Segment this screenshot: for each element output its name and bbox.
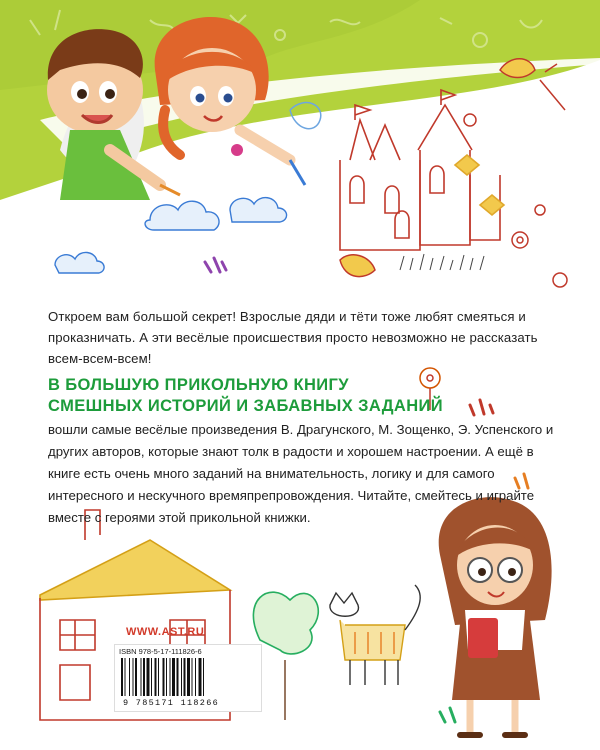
castle-doodle bbox=[340, 90, 504, 250]
description-block bbox=[48, 306, 568, 529]
isbn-barcode-box bbox=[114, 644, 262, 712]
grass-doodle bbox=[400, 254, 484, 270]
headline bbox=[48, 375, 568, 417]
headline-line-2: СМЕШНЫХ ИСТОРИЙ И ЗАБАВНЫХ ЗАДАНИЙ bbox=[48, 397, 444, 415]
barcode-icon bbox=[121, 658, 255, 696]
barcode-number: 9 785171 118266 bbox=[123, 698, 220, 708]
headline-line-1: В БОЛЬШУЮ ПРИКОЛЬНУЮ КНИГУ bbox=[48, 376, 349, 394]
isbn-text: ISBN 978-5-17-111826-6 bbox=[119, 647, 202, 656]
body-paragraph: вошли самые весёлые произведения В. Драгунского, М. Зощенко, Э. Успенского и других авторов, которые знают толк в радости и хорошем настроении. А ещё в книге есть очень много заданий на внимательность, логику и для самого интересного и нескучного времяпрепровождения. Читайте, смейтесь и играйте вместе с героями этой прикольной книжки. bbox=[48, 422, 554, 525]
cat-doodle bbox=[330, 585, 420, 685]
cloud-doodle bbox=[55, 198, 287, 273]
intro-paragraph: Откроем вам большой секрет! Взрослые дяди и тёти тоже любят смеяться и проказничать. А эти весёлые происшествия просто невозможно не рассказать всем-всем-всем! bbox=[48, 309, 538, 366]
publisher-website: WWW.AST.RU bbox=[126, 626, 205, 638]
girl-glasses-illustration bbox=[439, 497, 552, 735]
